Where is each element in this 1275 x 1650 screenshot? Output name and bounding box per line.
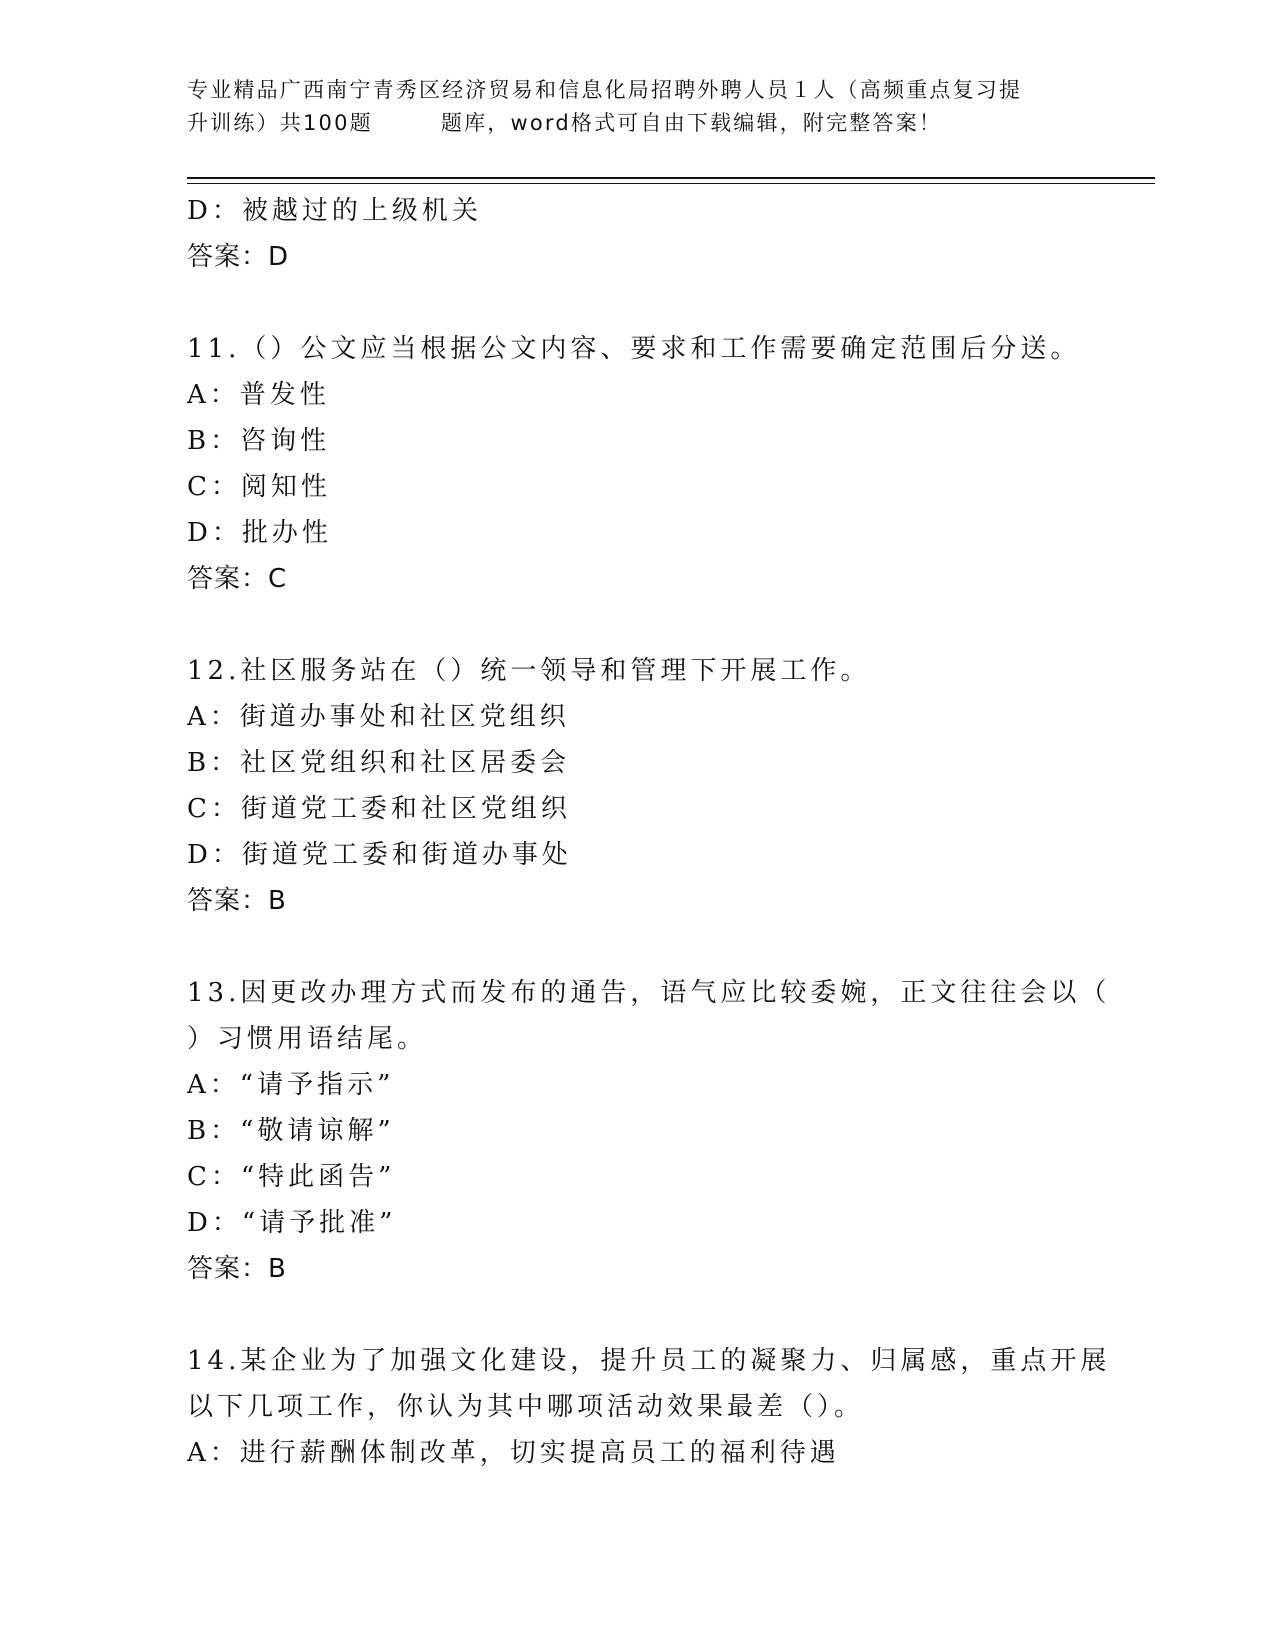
header-title-line-2 [187, 107, 1087, 140]
header-divider-thin [187, 183, 1155, 184]
header-divider-thick [187, 177, 1155, 179]
header-title-line-1: 专业精品广西南宁青秀区经济贸易和信息化局招聘外聘人员１人（高频重点复习提 [187, 78, 1023, 102]
option-a: A：进行薪酬体制改革，切实提高员工的福利待遇 [187, 1438, 840, 1468]
question-stem: 12.社区服务站在（）统一领导和管理下开展工作。 [187, 656, 871, 686]
option-c: C：阅知性 [187, 472, 331, 502]
option-d: D：批办性 [187, 518, 332, 548]
option-a: A：街道办事处和社区党组织 [187, 702, 570, 732]
option-c: C：街道党工委和社区党组织 [187, 794, 571, 824]
question-block-14 [187, 1338, 1111, 1476]
question-list [187, 188, 1111, 1476]
question-stem-continuation: 以下几项工作，你认为其中哪项活动效果最差（）。 [187, 1392, 865, 1422]
question-block-11 [187, 326, 1087, 602]
question-stem: 11.（）公文应当根据公文内容、要求和工作需要确定范围后分送。 [187, 334, 1081, 364]
answer-line: 答案：B [187, 886, 287, 916]
header-title-part-1: 升训练）共100题 [187, 111, 373, 135]
option-b: B：“敬请谅解” [187, 1116, 395, 1146]
option-d: D：被越过的上级机关 [187, 196, 482, 226]
question-block-10-tail [187, 188, 1087, 280]
question-stem: 14.某企业为了加强文化建设，提升员工的凝聚力、归属感，重点开展 [187, 1346, 1111, 1376]
answer-line: 答案：C [187, 564, 288, 594]
question-stem-continuation: ）习惯用语结尾。 [187, 1024, 428, 1054]
page-header [187, 74, 1087, 140]
answer-line: 答案：D [187, 242, 290, 272]
answer-line: 答案：B [187, 1254, 287, 1284]
option-d: D：街道党工委和街道办事处 [187, 840, 572, 870]
option-a: A：普发性 [187, 380, 330, 410]
question-block-13 [187, 970, 1111, 1292]
option-a: A：“请予指示” [187, 1070, 395, 1100]
question-stem: 13.因更改办理方式而发布的通告，语气应比较委婉，正文往往会以（ [187, 978, 1111, 1008]
option-b: B：咨询性 [187, 426, 331, 456]
option-c: C：“特此函告” [187, 1162, 396, 1192]
option-b: B：社区党组织和社区居委会 [187, 748, 571, 778]
header-title-part-2: 题库，word格式可自由下载编辑，附完整答案！ [440, 111, 943, 135]
option-d: D：“请予批准” [187, 1208, 397, 1238]
question-block-12 [187, 648, 1087, 924]
